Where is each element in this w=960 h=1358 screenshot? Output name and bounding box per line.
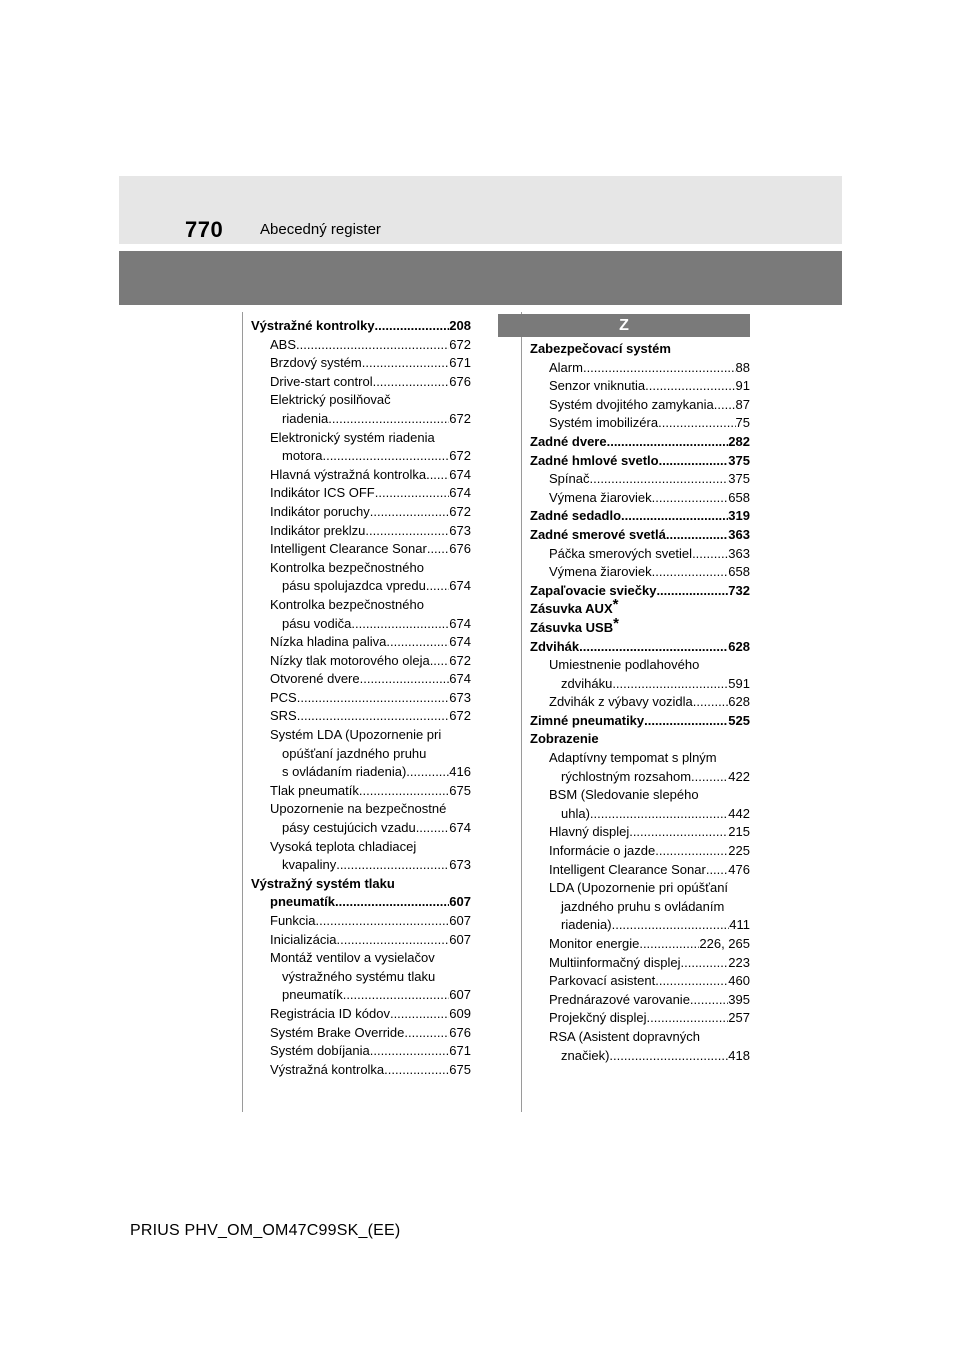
index-entry [530,935,750,954]
index-entry [530,1009,750,1028]
dot-leader [655,842,728,861]
index-term: Intelligent Clearance Sonar [270,541,427,557]
index-term: Senzor vniknutia [549,378,646,394]
index-term: značiek) [561,1047,610,1063]
column-divider-left [242,312,243,1112]
page-reference: 672 [449,708,471,724]
dot-leader [406,763,449,782]
page-reference: 319 [728,508,750,524]
index-term: Zapaľovacie sviečky [530,582,657,598]
dot-leader [351,615,449,634]
index-entry [251,484,471,503]
index-entry [251,633,471,652]
dot-leader [359,782,449,801]
index-term: Nízky tlak motorového oleja [270,652,430,668]
page-reference: 607 [449,931,471,947]
page-reference: 591 [728,675,750,691]
index-entry [251,689,471,708]
dot-leader [579,638,728,657]
dot-leader [612,675,728,694]
page-reference: 416 [449,764,471,780]
index-entry [530,340,750,359]
page-reference: 672 [449,410,471,426]
page-reference: 675 [449,1061,471,1077]
index-entry [251,391,471,410]
index-column-right [530,340,750,1065]
index-entry [251,577,471,596]
index-entry [530,954,750,973]
index-term: Páčka smerových svetiel [549,545,693,561]
dot-leader [328,410,449,429]
page-reference: 672 [449,448,471,464]
index-entry [530,656,750,675]
dot-leader [714,396,736,415]
index-entry [251,912,471,931]
index-term: Informácie o jazde [549,843,656,859]
index-entry [251,782,471,801]
index-entry [251,838,471,857]
page-reference: 674 [449,578,471,594]
index-entry [530,916,750,935]
index-term: Systém dvojitého zamykania [549,396,714,412]
index-entry [530,712,750,731]
page-reference: 395 [728,991,750,1007]
index-term: Vysoká teplota chladiacej [270,838,417,854]
dot-leader [390,1005,449,1024]
index-term: ABS [270,336,297,352]
index-term: Upozornenie na bezpečnostné [270,801,447,817]
index-entry [251,856,471,875]
index-term: Projekčný displej [549,1010,647,1026]
footnote-star: * [612,596,619,614]
page-reference: 215 [728,824,750,840]
index-term: Drive-start control [270,373,373,389]
index-term: Systém imobilizéra [549,415,659,431]
dot-leader [375,484,450,503]
page-number: 770 [185,217,224,242]
page-reference: 607 [449,987,471,1003]
page-reference: 607 [449,894,471,910]
index-term: Adaptívny tempomat s plným [549,750,717,766]
index-entry [251,615,471,634]
index-entry [530,396,750,415]
index-entry [251,447,471,466]
index-term: Indikátor poruchy [270,503,370,519]
index-term: Zadné hmlové svetlo [530,452,659,468]
page-reference: 422 [728,768,750,784]
index-entry [251,410,471,429]
index-entry [530,563,750,582]
index-term: RSA (Asistent dopravných [549,1028,701,1044]
index-entry [251,429,471,448]
index-entry [530,470,750,489]
index-term: Systém LDA (Upozornenie pri [270,727,442,743]
section-title: Abecedný register [260,221,381,238]
index-term: Zabezpečovací systém [530,341,671,356]
header-band [119,176,842,244]
index-entry [251,893,471,912]
dot-leader [416,819,450,838]
index-term: Inicializácia [270,931,337,947]
dot-leader [296,336,449,355]
page-reference: 476 [728,861,750,877]
dot-leader [659,452,729,471]
index-entry [251,559,471,578]
dot-leader [639,935,699,954]
index-term: pneumatík [282,987,343,1003]
index-term: Výstražné kontrolky [251,318,375,333]
page-reference: 674 [449,634,471,650]
index-entry [251,1061,471,1080]
dot-leader [426,577,449,596]
dot-leader [370,1042,450,1061]
dot-leader [360,670,450,689]
index-term: Hlavná výstražná kontrolka [270,466,427,482]
dot-leader [404,1024,449,1043]
index-term: Intelligent Clearance Sonar [549,861,706,877]
footnote-star: * [613,614,619,632]
index-entry [530,596,750,619]
index-entry [251,596,471,615]
index-entry [251,726,471,745]
index-entry [251,652,471,671]
dot-leader [336,856,449,875]
index-term: riadenia) [561,917,612,933]
index-entry [530,638,750,657]
index-term: Tlak pneumatík [270,782,359,798]
index-term: kvapaliny [282,857,337,873]
dot-leader [607,433,729,452]
index-entry [251,968,471,987]
index-entry [251,503,471,522]
page-reference: 671 [449,1043,471,1059]
dot-leader [430,652,450,671]
index-entry [530,693,750,712]
index-term: pásu spolujazdca vpredu [282,578,426,594]
index-entry [251,819,471,838]
dot-leader [681,954,729,973]
index-term: Multiinformačný displej [549,954,681,970]
dot-leader [589,470,728,489]
header-dark-band [119,251,842,305]
index-entry [530,861,750,880]
page-reference: 676 [449,541,471,557]
index-term: Alarm [549,359,583,375]
index-term: Zdvihák [530,638,580,654]
index-term: Výstražný systém tlaku [251,875,395,891]
page-reference: 363 [728,526,750,542]
index-entry [251,670,471,689]
index-entry [251,336,471,355]
index-term: PCS [270,689,297,705]
page-reference: 223 [728,954,750,970]
page-reference: 418 [728,1047,750,1063]
page-reference: 674 [449,485,471,501]
dot-leader [658,414,735,433]
dot-leader [647,1009,729,1028]
index-term: Parkovací asistent [549,973,656,989]
index-term: SRS [270,708,297,724]
index-term: riadenia [282,410,329,426]
index-term: pneumatík [270,894,336,910]
dot-leader [692,545,728,564]
dot-leader [386,633,449,652]
page-reference: 672 [449,503,471,519]
index-entry [251,986,471,1005]
index-entry [530,675,750,694]
dot-leader [343,986,450,1005]
dot-leader [621,507,728,526]
page-reference: 671 [449,355,471,371]
index-term: jazdného pruhu s ovládaním [561,898,725,914]
index-term: Výmena žiaroviek [549,564,652,580]
index-entry [530,507,750,526]
page-reference: 674 [449,615,471,631]
index-term: Systém dobíjania [270,1043,370,1059]
dot-leader [370,503,450,522]
index-entry [530,991,750,1010]
page-reference: 676 [449,373,471,389]
index-entry [251,800,471,819]
dot-leader [316,912,450,931]
page-reference: 226, 265 [699,936,750,951]
index-term: Výmena žiaroviek [549,489,652,505]
index-entry [530,359,750,378]
dot-leader [666,526,728,545]
index-term: Registrácia ID kódov [270,1005,390,1021]
dot-leader [590,805,728,824]
index-term: Zadné smerové svetlá [530,526,666,542]
index-entry [530,972,750,991]
index-entry [530,452,750,471]
dot-leader [322,447,449,466]
index-entry [251,373,471,392]
index-term: Montáž ventilov a vysielačov [270,950,435,966]
page-reference: 628 [728,638,750,654]
index-term: Brzdový systém [270,355,362,371]
index-entry [530,414,750,433]
dot-leader [362,354,450,373]
dot-leader [655,972,728,991]
page-reference: 88 [735,359,750,375]
dot-leader [427,540,449,559]
dot-leader [297,707,450,726]
index-entry [251,931,471,950]
dot-leader [365,522,449,541]
index-term: Hlavný displej [549,824,630,840]
index-term: Zásuvka AUX [530,601,613,617]
index-term: Umiestnenie podlahového [549,657,700,673]
page-reference: 375 [728,471,750,487]
page-reference: 257 [728,1010,750,1026]
letter-heading: Z [498,314,750,337]
index-entry [251,1024,471,1043]
index-entry [251,540,471,559]
index-column-left [251,317,471,1079]
index-term: Funkcia [270,913,316,928]
index-term: Kontrolka bezpečnostného [270,559,424,575]
index-term: pásu vodiča [282,615,352,631]
page-reference: 674 [449,671,471,687]
index-entry [530,823,750,842]
page-reference: 673 [449,857,471,873]
dot-leader [652,563,729,582]
index-entry [530,377,750,396]
index-term: Zadné sedadlo [530,508,622,524]
page-reference: 363 [728,545,750,561]
dot-leader [426,466,449,485]
index-term: Spínač [549,471,590,487]
index-term: Zobrazenie [530,731,599,747]
index-term: Monitor energie [549,936,640,951]
index-term: rýchlostným rozsahom [561,768,692,784]
index-term: Zdvihák z výbavy vozidla [549,694,693,710]
index-term: Prednárazové varovanie [549,991,690,1007]
index-entry [251,707,471,726]
index-entry [530,1028,750,1047]
dot-leader [612,916,730,935]
page-reference: 658 [728,564,750,580]
page-reference: 208 [449,318,471,333]
dot-leader [652,489,729,508]
dot-leader [335,893,449,912]
index-term: opúšťaní jazdného pruhu [282,745,427,761]
index-term: Zásuvka USB [530,619,614,635]
index-term: s ovládaním riadenia) [282,764,407,780]
page-reference: 674 [449,820,471,836]
index-entry [251,354,471,373]
index-entry [530,805,750,824]
index-entry [251,875,471,894]
index-term: Elektrický posilňovač [270,392,391,408]
page-reference: 75 [735,415,750,431]
index-entry [530,582,750,601]
page-reference: 525 [728,712,750,728]
page-reference: 673 [449,522,471,538]
index-entry [530,879,750,898]
index-entry [530,786,750,805]
index-term: zdviháku [561,675,613,691]
index-term: Otvorené dvere [270,671,360,687]
page-reference: 411 [729,917,750,933]
dot-leader [373,373,450,392]
page-reference: 732 [728,582,750,598]
index-entry [251,522,471,541]
index-term: Elektronický systém riadenia [270,429,435,445]
index-term: Zimné pneumatiky [530,712,645,728]
index-term: Nízka hladina paliva [270,634,387,650]
page-reference: 225 [728,843,750,859]
dot-leader [609,1047,728,1066]
index-entry [530,898,750,917]
dot-leader [384,1061,449,1080]
index-entry [251,466,471,485]
dot-leader [645,377,735,396]
index-term: Kontrolka bezpečnostného [270,596,424,612]
index-term: uhla) [561,805,590,821]
dot-leader [644,712,728,731]
page-reference: 442 [728,805,750,821]
index-entry [530,433,750,452]
page-reference: 607 [449,913,471,928]
index-entry [251,317,471,336]
page-reference: 674 [449,466,471,482]
index-entry [251,1005,471,1024]
index-term: LDA (Upozornenie pri opúšťaní [549,880,729,896]
index-term: BSM (Sledovanie slepého [549,787,699,803]
dot-leader [706,861,728,880]
index-entry [530,614,750,638]
index-term: výstražného systému tlaku [282,968,436,984]
page-reference: 672 [449,336,471,352]
index-term: Indikátor ICS OFF [270,485,375,501]
dot-leader [583,359,736,378]
page-reference: 675 [449,782,471,798]
dot-leader [629,823,728,842]
dot-leader [336,931,449,950]
document-code: PRIUS PHV_OM_OM47C99SK_(EE) [130,1222,401,1239]
dot-leader [375,317,450,336]
index-entry [251,763,471,782]
index-term: motora [282,448,323,464]
column-divider-middle [521,312,522,1112]
page-reference: 672 [449,652,471,668]
index-entry [530,545,750,564]
page-reference: 91 [735,378,750,394]
dot-leader [690,991,728,1010]
page-reference: 87 [735,396,750,412]
page-reference: 676 [449,1024,471,1040]
index-term: Výstražná kontrolka [270,1061,385,1077]
page-reference: 609 [449,1005,471,1021]
page-reference: 658 [728,489,750,505]
page-reference: 673 [449,689,471,705]
index-entry [530,1047,750,1066]
index-term: Indikátor preklzu [270,522,366,538]
index-entry [251,1042,471,1061]
page-reference: 460 [728,973,750,989]
index-term: Zadné dvere [530,433,607,449]
page-reference: 282 [728,433,750,449]
index-term: pásy cestujúcich vzadu [282,820,416,836]
index-entry [251,745,471,764]
page-reference: 375 [728,452,750,468]
page-reference: 628 [728,694,750,710]
index-entry [530,842,750,861]
index-entry [530,489,750,508]
index-entry [530,730,750,749]
index-entry [530,526,750,545]
dot-leader [297,689,450,708]
dot-leader [656,582,728,601]
dot-leader [693,693,729,712]
index-term: Systém Brake Override [270,1024,405,1040]
index-entry [530,768,750,787]
dot-leader [691,768,728,787]
index-entry [530,749,750,768]
index-entry [251,949,471,968]
